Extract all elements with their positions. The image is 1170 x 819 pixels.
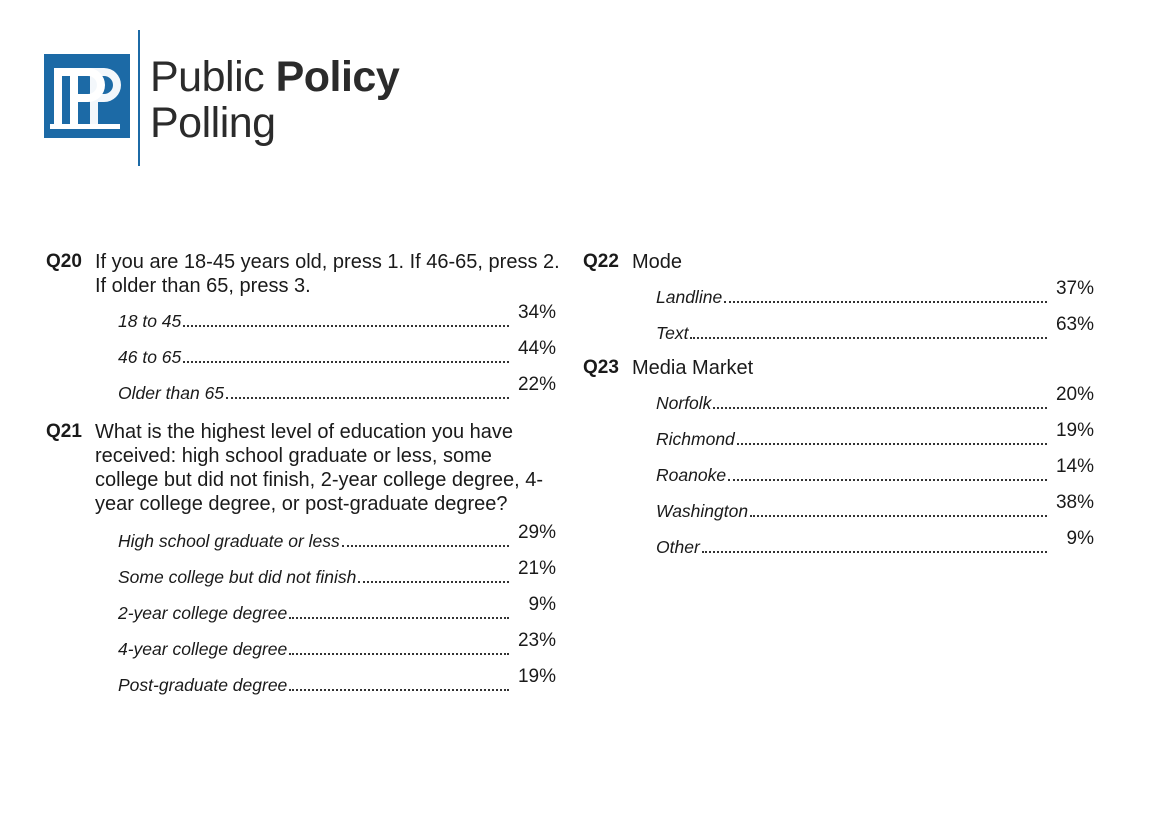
answers-q22 — [583, 278, 1094, 350]
brand-name-bold: Policy — [275, 53, 400, 101]
leader-dots — [690, 337, 1047, 339]
question-q22 — [583, 250, 1103, 274]
answer-label: 46 to 65 — [118, 347, 182, 367]
answer-percent: 44% — [517, 338, 556, 359]
answer-row — [656, 384, 1094, 420]
brand-name — [150, 54, 399, 146]
question-number: Q23 — [583, 357, 619, 378]
answer-row — [656, 492, 1094, 528]
answer-percent: 19% — [517, 666, 556, 687]
question-text: Media Market — [632, 357, 754, 379]
answers-q20 — [46, 302, 556, 410]
answer-percent: 29% — [517, 522, 556, 543]
answer-row — [118, 594, 556, 630]
answers-q23 — [583, 384, 1094, 564]
answer-percent: 34% — [517, 302, 556, 323]
question-q23 — [583, 356, 1103, 380]
answer-percent: 19% — [1055, 420, 1094, 441]
answers-q21 — [46, 522, 556, 702]
answer-row — [656, 314, 1094, 350]
answer-label: Older than 65 — [118, 383, 225, 403]
answer-percent: 21% — [517, 558, 556, 579]
answer-percent: 37% — [1055, 278, 1094, 299]
answer-label: Text — [656, 323, 689, 343]
answer-label: Roanoke — [656, 465, 727, 485]
answer-label: Other — [656, 537, 700, 557]
leader-dots — [750, 515, 1047, 517]
answer-label: Norfolk — [656, 393, 712, 413]
answer-row — [118, 630, 556, 666]
answer-row — [118, 558, 556, 594]
left-column — [46, 250, 566, 702]
answer-label: 2-year college degree — [118, 603, 288, 623]
leader-dots — [358, 581, 509, 583]
answer-label: Post-graduate degree — [118, 675, 288, 695]
answer-percent: 9% — [1066, 528, 1094, 549]
leader-dots — [226, 397, 509, 399]
answer-label: 18 to 45 — [118, 311, 182, 331]
question-text: What is the highest level of education you have received: high school graduate or less, some college but did not finish, 2-year college degree, 4-year college degree, or post-graduate degree? — [95, 421, 544, 515]
answer-percent: 63% — [1055, 314, 1094, 335]
question-text: Mode — [632, 251, 683, 273]
leader-dots — [702, 551, 1047, 553]
question-q21 — [46, 420, 566, 516]
answer-percent: 9% — [528, 594, 556, 615]
leader-dots — [342, 545, 509, 547]
logo-divider — [138, 30, 140, 166]
answer-row — [118, 302, 556, 338]
leader-dots — [183, 325, 509, 327]
question-text: If you are 18-45 years old, press 1. If 46-65, press 2. If older than 65, press 3. — [95, 251, 560, 297]
right-column — [583, 250, 1103, 564]
answer-row — [656, 456, 1094, 492]
question-number: Q22 — [583, 251, 619, 272]
answer-row — [118, 666, 556, 702]
answer-row — [656, 278, 1094, 314]
leader-dots — [724, 301, 1047, 303]
ppp-logo — [44, 30, 424, 170]
answer-row — [118, 338, 556, 374]
answer-row — [118, 522, 556, 558]
answer-label: Some college but did not finish — [118, 567, 357, 587]
answer-row — [656, 420, 1094, 456]
answer-percent: 23% — [517, 630, 556, 651]
leader-dots — [289, 689, 509, 691]
answer-row — [656, 528, 1094, 564]
answer-percent: 38% — [1055, 492, 1094, 513]
answer-label: Richmond — [656, 429, 735, 449]
leader-dots — [289, 653, 509, 655]
answer-percent: 22% — [517, 374, 556, 395]
answer-row — [118, 374, 556, 410]
answer-percent: 14% — [1055, 456, 1094, 477]
answer-label: 4-year college degree — [118, 639, 288, 659]
answer-label: High school graduate or less — [118, 531, 340, 551]
ppp-logo-mark-icon — [44, 54, 130, 138]
answer-label: Washington — [656, 501, 749, 521]
leader-dots — [183, 361, 509, 363]
question-number: Q20 — [46, 251, 82, 272]
answer-percent: 20% — [1055, 384, 1094, 405]
brand-name-line2: Polling — [150, 99, 276, 147]
question-q20 — [46, 250, 566, 298]
leader-dots — [713, 407, 1047, 409]
leader-dots — [737, 443, 1047, 445]
brand-name-regular: Public — [150, 53, 276, 101]
question-number: Q21 — [46, 421, 82, 442]
answer-label: Landline — [656, 287, 723, 307]
leader-dots — [289, 617, 509, 619]
leader-dots — [728, 479, 1047, 481]
